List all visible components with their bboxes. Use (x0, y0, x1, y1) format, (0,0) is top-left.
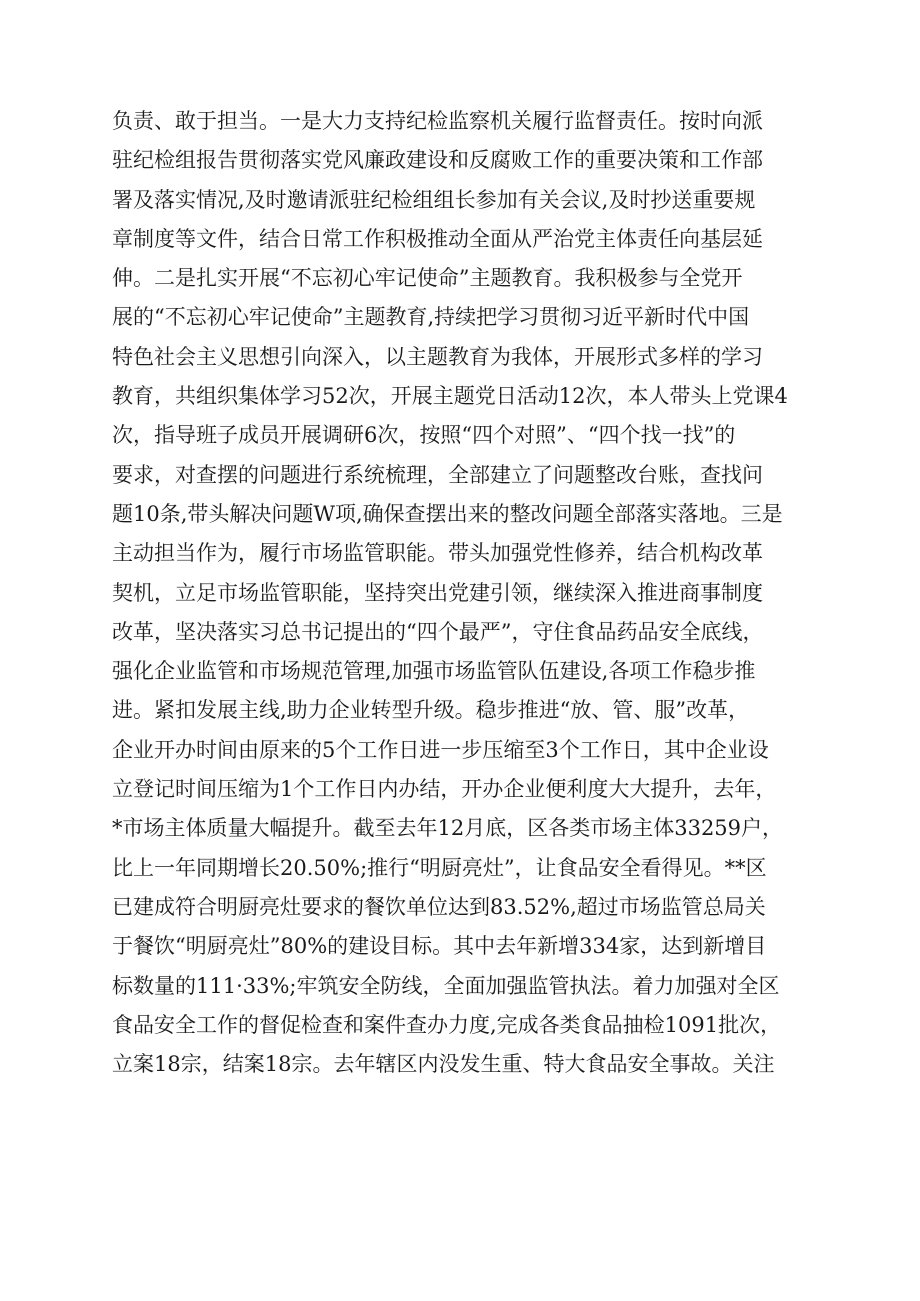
text-line: 特色社会主义思想引向深入，以主题教育为我体，开展形式多样的学习 (112, 344, 763, 369)
text-line: 已建成符合明厨亮灶要求的餐饮单位达到83.52%,超过市场监管总局关 (112, 894, 766, 919)
text-line: 契机，立足市场监管职能，坚持突出党建引领，继续深入推进商事制度 (112, 580, 763, 605)
text-line: 标数量的111·33%;牢筑安全防线，全面加强监管执法。着力加强对全区 (112, 973, 780, 998)
text-line: 展的“不忘初心牢记使命”主题教育,持续把学习贯彻习近平新时代中国 (112, 305, 750, 330)
text-line: 食品安全工作的督促检查和案件查办力度,完成各类食品抽检1091批次， (112, 1012, 782, 1037)
text-line: 署及落实情况,及时邀请派驻纪检组组长参加有关会议,及时抄送重要规 (112, 187, 756, 212)
text-line: 进。紧扣发展主线,助力企业转型升级。稳步推进“放、管、服”改革， (112, 698, 750, 723)
text-line: 次，指导班子成员开展调研6次，按照“四个对照”、“四个找一找”的 (112, 423, 736, 448)
text-line: 章制度等文件，结合日常工作积极推动全面从严治党主体责任向基层延 (112, 226, 763, 251)
text-line: 要求，对查摆的问题进行系统梳理，全部建立了问题整改台账，查找问 (112, 462, 763, 487)
text-line: 主动担当作为，履行市场监管职能。带头加强党性修养，结合机构改革 (112, 541, 763, 566)
text-line: 企业开办时间由原来的5个工作日进一步压缩至3个工作日，其中企业设 (112, 737, 769, 762)
text-line: 教育，共组织集体学习52次，开展主题党日活动12次，本人带头上党课4 (112, 384, 788, 409)
text-line: 驻纪检组报告贯彻落实党风廉政建设和反腐败工作的重要决策和工作部 (112, 148, 763, 173)
text-line: 立案18宗，结案18宗。去年辖区内没发生重、特大食品安全事故。关注 (112, 1052, 775, 1077)
text-line: 伸。二是扎实开展“不忘初心牢记使命”主题教育。我积极参与全党开 (112, 266, 743, 291)
text-line: 强化企业监管和市场规范管理,加强市场监管队伍建设,各项工作稳步推 (112, 659, 756, 684)
text-line: *市场主体质量大幅提升。截至去年12月底，区各类市场主体33259户， (112, 816, 784, 841)
text-line: 立登记时间压缩为1个工作日内办结，开办企业便利度大大提升，去年， (112, 777, 777, 802)
text-line: 比上一年同期增长20.50%;推行“明厨亮灶”，让食品安全看得见。**区 (112, 855, 767, 880)
text-line: 于餐饮“明厨亮灶”80%的建设目标。其中去年新增334家，达到新增目 (112, 934, 767, 959)
text-line: 负责、敢于担当。一是大力支持纪检监察机关履行监督责任。按时向派 (112, 109, 763, 133)
text-line: 题10条,带头解决问题W项,确保查摆出来的整改问题全部落实落地。三是 (112, 501, 783, 526)
body-text (112, 102, 852, 1084)
text-line: 改革，坚决落实习总书记提出的“四个最严”，守住食品药品安全底线， (112, 619, 764, 644)
